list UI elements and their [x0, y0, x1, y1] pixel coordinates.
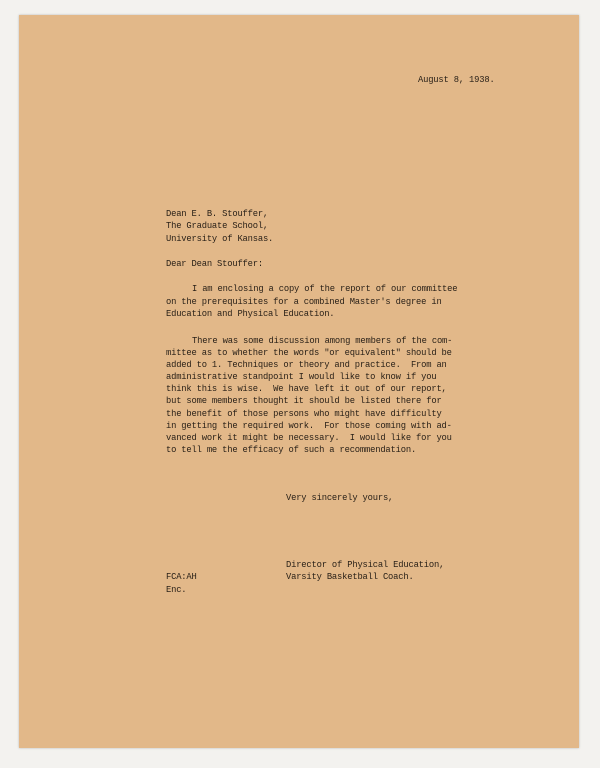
recipient-name: Dean E. B. Stouffer,: [166, 209, 269, 219]
letter-date: August 8, 1938.: [418, 75, 495, 85]
paragraph2-line: think this is wise. We have left it out of our report,: [166, 384, 447, 394]
salutation: Dear Dean Stouffer:: [166, 259, 263, 269]
paragraph2-line: There was some discussion among members of the com-: [192, 336, 453, 346]
enclosure-notation: Enc.: [166, 585, 187, 595]
letter-page: [19, 15, 579, 748]
paragraph1-line: I am enclosing a copy of the report of our committee: [192, 284, 458, 294]
paragraph2-line: but some members thought it should be listed there for: [166, 396, 442, 406]
paragraph2-line: in getting the required work. For those coming with ad-: [166, 421, 452, 431]
signature-title-director: Director of Physical Education,: [286, 560, 445, 570]
paragraph2-line: administrative standpoint I would like to know if you: [166, 372, 437, 382]
paragraph2-line: mittee as to whether the words "or equivalent" should be: [166, 348, 452, 358]
signature-title-coach: Varsity Basketball Coach.: [286, 572, 414, 582]
paragraph1-line: on the prerequisites for a combined Master's degree in: [166, 297, 442, 307]
paragraph2-line: to tell me the efficacy of such a recommendation.: [166, 445, 417, 455]
paragraph2-line: the benefit of those persons who might have difficulty: [166, 409, 442, 419]
reference-initials: FCA:AH: [166, 572, 197, 582]
recipient-university: University of Kansas.: [166, 234, 274, 244]
paragraph1-line: Education and Physical Education.: [166, 309, 335, 319]
paragraph2-line: vanced work it might be necessary. I would like for you: [166, 433, 452, 443]
paragraph2-line: added to 1. Techniques or theory and practice. From an: [166, 360, 447, 370]
complimentary-closing: Very sincerely yours,: [286, 493, 394, 503]
recipient-school: The Graduate School,: [166, 221, 269, 231]
